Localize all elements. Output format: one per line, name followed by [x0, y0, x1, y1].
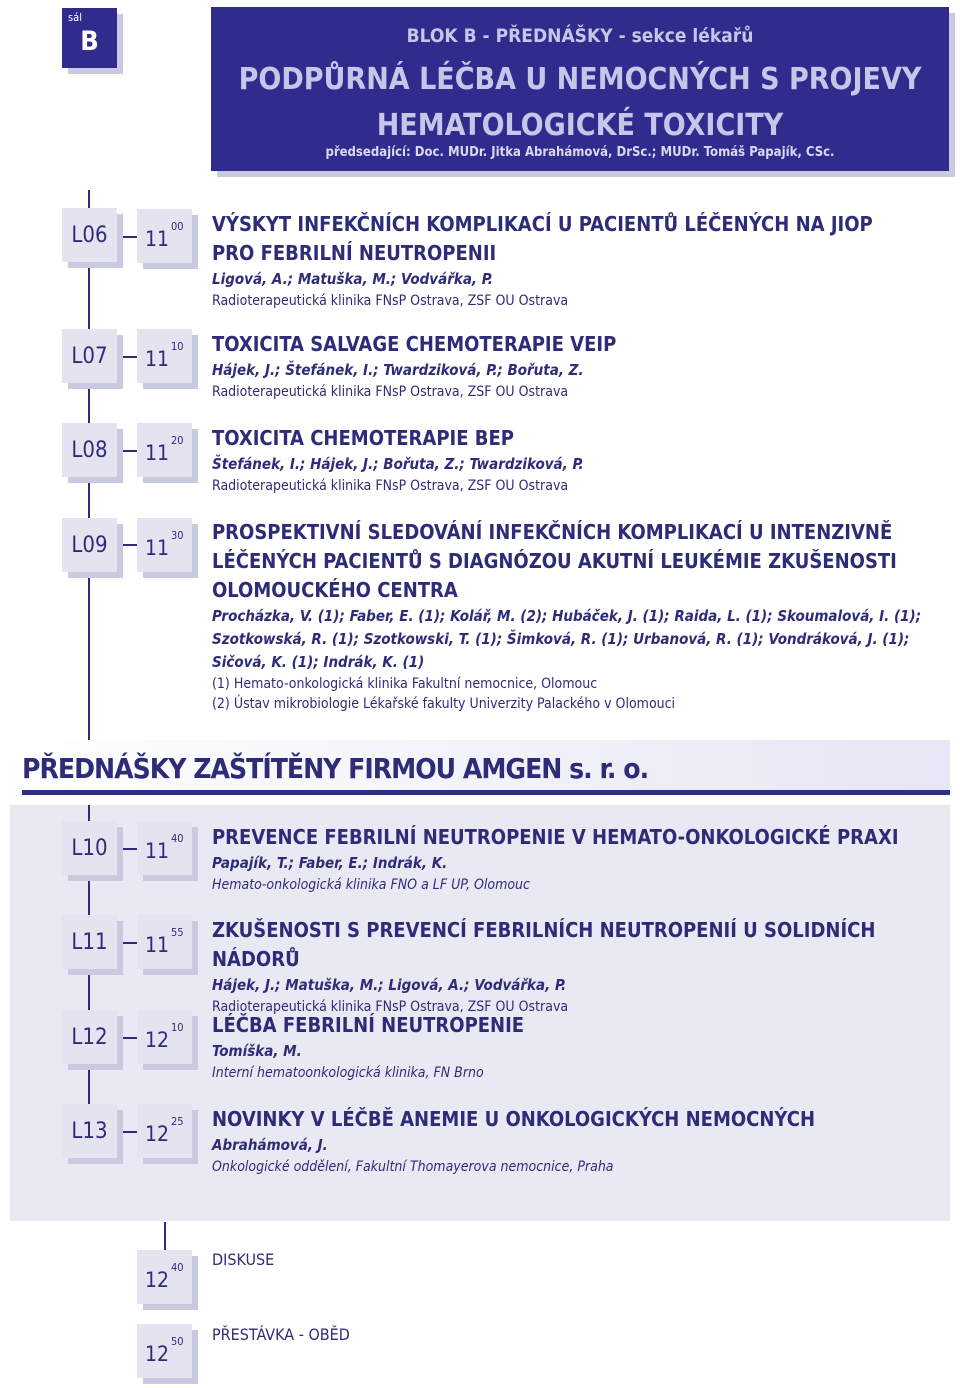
- lecture-authors: Papajík, T.; Faber, E.; Indrák, K.: [212, 854, 448, 872]
- discussion-label: DISKUSE: [212, 1250, 275, 1269]
- time-minutes: 10: [171, 1021, 184, 1034]
- time-hour: 12: [145, 1342, 170, 1366]
- lecture-time: [137, 423, 192, 477]
- lecture-title-line: OLOMOUCKÉHO CENTRA: [212, 578, 458, 602]
- lecture-details: [212, 210, 952, 311]
- lecture-details: [212, 330, 952, 402]
- lecture-institution: [212, 674, 957, 714]
- chairs: předsedající: Doc. MUDr. Jitka Abrahámová, DrSc.; MUDr. Tomáš Papajík, CSc.: [325, 145, 835, 160]
- lecture-title: PREVENCE FEBRILNÍ NEUTROPENIE V HEMATO-ONKOLOGICKÉ PRAXI: [212, 825, 899, 849]
- lecture-code: L08: [62, 423, 117, 477]
- block-title: [211, 57, 949, 149]
- time-minutes: 10: [171, 340, 184, 353]
- lecture-time: [137, 518, 192, 572]
- lecture-authors: Ligová, A.; Matuška, M.; Vodvářka, P.: [212, 270, 493, 288]
- authors-line: Szotkowská, R. (1); Szotkowski, T. (1); Šimková, R. (1); Urbanová, R. (1); Vondráková, J. (1);: [212, 630, 910, 648]
- lecture-authors: Abrahámová, J.: [212, 1136, 328, 1154]
- time-hour: 11: [145, 839, 170, 863]
- time-minutes: 20: [171, 434, 184, 447]
- lecture-title-line: VÝSKYT INFEKČNÍCH KOMPLIKACÍ U PACIENTŮ LÉČENÝCH NA JIOP: [212, 212, 873, 236]
- lecture-institution: Hemato-onkologická klinika FNO a LF UP, Olomouc: [212, 877, 530, 893]
- time-minutes: 00: [171, 220, 184, 233]
- lecture-code: L06: [62, 208, 117, 262]
- lecture-institution: Radioterapeutická klinika FNsP Ostrava, ZSF OU Ostrava: [212, 478, 569, 494]
- lecture-code: L09: [62, 518, 117, 572]
- lecture-time: [137, 821, 192, 875]
- lecture-title: NOVINKY V LÉČBĚ ANEMIE U ONKOLOGICKÝCH NEMOCNÝCH: [212, 1107, 816, 1131]
- sponsor-rule: [22, 790, 950, 795]
- lecture-authors: Štefánek, I.; Hájek, J.; Bořuta, Z.; Twardziková, P.: [212, 455, 584, 473]
- time-minutes: 40: [171, 832, 184, 845]
- block-label: BLOK B - PŘEDNÁŠKY - sekce lékařů: [406, 25, 754, 47]
- time-hour: 11: [145, 933, 170, 957]
- time-hour: 12: [145, 1028, 170, 1052]
- time-hour: 11: [145, 227, 170, 251]
- time-hour: 12: [145, 1268, 170, 1292]
- lecture-time: [137, 1010, 192, 1064]
- lecture-title: TOXICITA CHEMOTERAPIE BEP: [212, 426, 514, 450]
- lecture-code: L11: [62, 915, 117, 969]
- lecture-title: ZKUŠENOSTI S PREVENCÍ FEBRILNÍCH NEUTROPENIÍ U SOLIDNÍCH NÁDORŮ: [212, 918, 876, 971]
- time-hour: 11: [145, 441, 170, 465]
- institution-line: (1) Hemato-onkologická klinika Fakultní nemocnice, Olomouc: [212, 676, 598, 692]
- institution-line: (2) Ústav mikrobiologie Lékařské fakulty Univerzity Palackého v Olomouci: [212, 696, 676, 712]
- hall-small-label: sál: [68, 11, 82, 24]
- lecture-title: LÉČBA FEBRILNÍ NEUTROPENIE: [212, 1013, 525, 1037]
- time-minutes: 30: [171, 529, 184, 542]
- authors-line: Sičová, K. (1); Indrák, K. (1): [212, 653, 425, 671]
- closing-time: [137, 1250, 192, 1304]
- time-minutes: 40: [171, 1261, 184, 1274]
- lecture-details: [212, 1011, 952, 1083]
- lecture-authors: Tomíška, M.: [212, 1042, 302, 1060]
- lecture-time: [137, 329, 192, 383]
- lecture-title: [212, 518, 957, 605]
- timeline-line: [164, 1222, 166, 1252]
- time-minutes: 55: [171, 926, 184, 939]
- lecture-details: [212, 823, 952, 895]
- lecture-authors: [212, 605, 957, 674]
- lecture-code: L10: [62, 821, 117, 875]
- time-hour: 12: [145, 1122, 170, 1146]
- lecture-institution: Interní hematoonkologická klinika, FN Brno: [212, 1065, 484, 1081]
- lecture-time: [137, 915, 192, 969]
- block-header: [211, 7, 949, 171]
- time-minutes: 50: [171, 1335, 184, 1348]
- lecture-code: L12: [62, 1010, 117, 1064]
- lecture-title: TOXICITA SALVAGE CHEMOTERAPIE VEIP: [212, 332, 617, 356]
- lecture-details: [212, 424, 952, 496]
- lunch-break-label: PŘESTÁVKA - OBĚD: [212, 1325, 350, 1344]
- hall-badge: [62, 8, 117, 68]
- closing-time: [137, 1324, 192, 1378]
- lecture-title: [212, 210, 952, 268]
- lecture-code: L07: [62, 329, 117, 383]
- lecture-code: L13: [62, 1104, 117, 1158]
- sponsor-title: PŘEDNÁŠKY ZAŠTÍTĚNY FIRMOU AMGEN s. r. o.: [22, 752, 649, 785]
- block-title-line-2: HEMATOLOGICKÉ TOXICITY: [376, 108, 784, 143]
- lecture-authors: Hájek, J.; Štefánek, I.; Twardziková, P.; Bořuta, Z.: [212, 361, 584, 379]
- hall-letter: B: [80, 26, 99, 57]
- lecture-title-line: PRO FEBRILNÍ NEUTROPENII: [212, 241, 497, 265]
- lecture-details: [212, 916, 952, 1017]
- lecture-institution: Onkologické oddělení, Fakultní Thomayerova nemocnice, Praha: [212, 1159, 614, 1175]
- time-hour: 11: [145, 536, 170, 560]
- authors-line: Procházka, V. (1); Faber, E. (1); Kolář, M. (2); Hubáček, J. (1); Raida, L. (1); Skoumalová, I. (1);: [212, 607, 922, 625]
- lecture-time: [137, 1104, 192, 1158]
- block-title-line-1: PODPŮRNÁ LÉČBA U NEMOCNÝCH S PROJEVY: [238, 62, 922, 97]
- lecture-institution: Radioterapeutická klinika FNsP Ostrava, ZSF OU Ostrava: [212, 384, 569, 400]
- lecture-title-line: LÉČENÝCH PACIENTŮ S DIAGNÓZOU AKUTNÍ LEUKÉMIE ZKUŠENOSTI: [212, 549, 897, 573]
- lecture-institution: Radioterapeutická klinika FNsP Ostrava, ZSF OU Ostrava: [212, 293, 569, 309]
- lecture-institution: Radioterapeutická klinika FNsP Ostrava, ZSF OU Ostrava: [212, 999, 569, 1015]
- time-hour: 11: [145, 347, 170, 371]
- time-minutes: 25: [171, 1115, 184, 1128]
- lecture-details: [212, 1105, 952, 1177]
- lecture-authors: Hájek, J.; Matuška, M.; Ligová, A.; Vodvářka, P.: [212, 976, 567, 994]
- lecture-details: [212, 518, 957, 714]
- lecture-time: [137, 209, 192, 263]
- lecture-title-line: PROSPEKTIVNÍ SLEDOVÁNÍ INFEKČNÍCH KOMPLIKACÍ U INTENZIVNĚ: [212, 520, 893, 544]
